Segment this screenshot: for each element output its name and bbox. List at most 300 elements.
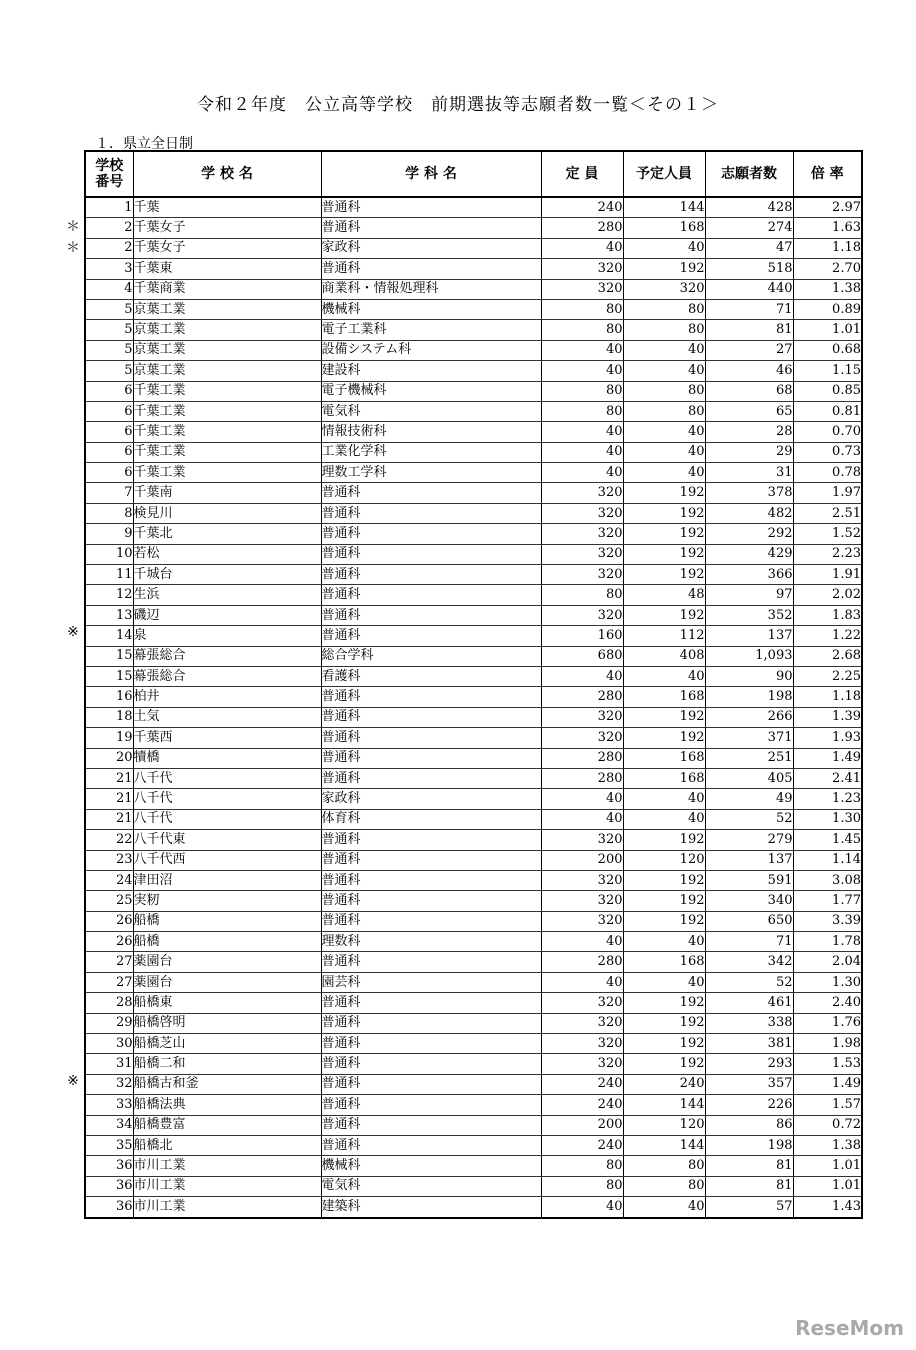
cell-applicants: 371 bbox=[705, 728, 793, 748]
table-row bbox=[85, 1197, 862, 1218]
cell-planned: 40 bbox=[623, 932, 705, 952]
cell-capacity: 40 bbox=[541, 463, 623, 483]
cell-ratio: 1.78 bbox=[793, 932, 862, 952]
cell-applicants: 518 bbox=[705, 259, 793, 279]
cell-applicants: 429 bbox=[705, 544, 793, 564]
col-header-number: 学校 番号 bbox=[85, 151, 133, 197]
cell-school: 千葉工業 bbox=[133, 381, 321, 401]
cell-applicants: 461 bbox=[705, 993, 793, 1013]
cell-department: 電子工業科 bbox=[321, 320, 541, 340]
cell-ratio: 1.01 bbox=[793, 320, 862, 340]
cell-planned: 80 bbox=[623, 1156, 705, 1176]
col-header-applicants: 志願者数 bbox=[705, 151, 793, 197]
cell-capacity: 680 bbox=[541, 646, 623, 666]
cell-department: 普通科 bbox=[321, 728, 541, 748]
cell-applicants: 366 bbox=[705, 565, 793, 585]
cell-department: 家政科 bbox=[321, 789, 541, 809]
cell-applicants: 46 bbox=[705, 361, 793, 381]
cell-school: 千葉工業 bbox=[133, 463, 321, 483]
cell-planned: 408 bbox=[623, 646, 705, 666]
cell-capacity: 320 bbox=[541, 279, 623, 299]
cell-department: 設備システム科 bbox=[321, 340, 541, 360]
cell-applicants: 71 bbox=[705, 932, 793, 952]
cell-department: 機械科 bbox=[321, 1156, 541, 1176]
cell-number: 33 bbox=[85, 1095, 133, 1115]
cell-number: 24 bbox=[85, 870, 133, 890]
cell-capacity: 280 bbox=[541, 748, 623, 768]
cell-number: 36 bbox=[85, 1197, 133, 1218]
cell-department: 商業科・情報処理科 bbox=[321, 279, 541, 299]
cell-ratio: 1.23 bbox=[793, 789, 862, 809]
cell-number: 5 bbox=[85, 361, 133, 381]
table-row bbox=[85, 401, 862, 421]
cell-planned: 80 bbox=[623, 320, 705, 340]
cell-planned: 168 bbox=[623, 768, 705, 788]
cell-applicants: 47 bbox=[705, 238, 793, 258]
cell-planned: 40 bbox=[623, 789, 705, 809]
cell-department: 普通科 bbox=[321, 259, 541, 279]
cell-applicants: 86 bbox=[705, 1115, 793, 1135]
table-row bbox=[85, 850, 862, 870]
cell-number: 4 bbox=[85, 279, 133, 299]
cell-applicants: 81 bbox=[705, 320, 793, 340]
cell-department: 普通科 bbox=[321, 993, 541, 1013]
cell-number: 23 bbox=[85, 850, 133, 870]
cell-capacity: 320 bbox=[541, 1054, 623, 1074]
cell-ratio: 1.15 bbox=[793, 361, 862, 381]
table-body bbox=[85, 197, 862, 1218]
cell-ratio: 1.49 bbox=[793, 1074, 862, 1094]
table-row bbox=[85, 565, 862, 585]
cell-capacity: 240 bbox=[541, 1135, 623, 1155]
cell-capacity: 320 bbox=[541, 259, 623, 279]
cell-department: 理数科 bbox=[321, 932, 541, 952]
cell-school: 千葉工業 bbox=[133, 442, 321, 462]
cell-ratio: 1.30 bbox=[793, 809, 862, 829]
cell-ratio: 1.38 bbox=[793, 279, 862, 299]
cell-planned: 144 bbox=[623, 1135, 705, 1155]
table-row bbox=[85, 1156, 862, 1176]
cell-capacity: 200 bbox=[541, 850, 623, 870]
cell-ratio: 1.52 bbox=[793, 524, 862, 544]
cell-number: 21 bbox=[85, 768, 133, 788]
table-row bbox=[85, 911, 862, 931]
cell-applicants: 292 bbox=[705, 524, 793, 544]
cell-school: 生浜 bbox=[133, 585, 321, 605]
cell-ratio: 1.83 bbox=[793, 605, 862, 625]
table-row bbox=[85, 1013, 862, 1033]
cell-capacity: 40 bbox=[541, 238, 623, 258]
cell-department: 普通科 bbox=[321, 911, 541, 931]
cell-planned: 168 bbox=[623, 748, 705, 768]
cell-department: 普通科 bbox=[321, 483, 541, 503]
table-row bbox=[85, 830, 862, 850]
cell-planned: 240 bbox=[623, 1074, 705, 1094]
cell-ratio: 0.85 bbox=[793, 381, 862, 401]
table-row bbox=[85, 809, 862, 829]
cell-number: 6 bbox=[85, 401, 133, 421]
cell-school: 薬園台 bbox=[133, 972, 321, 992]
cell-applicants: 97 bbox=[705, 585, 793, 605]
cell-capacity: 320 bbox=[541, 524, 623, 544]
cell-planned: 40 bbox=[623, 463, 705, 483]
cell-capacity: 320 bbox=[541, 911, 623, 931]
cell-department: 普通科 bbox=[321, 1034, 541, 1054]
cell-department: 普通科 bbox=[321, 544, 541, 564]
cell-planned: 40 bbox=[623, 1197, 705, 1218]
cell-planned: 80 bbox=[623, 381, 705, 401]
cell-capacity: 320 bbox=[541, 830, 623, 850]
cell-school: 幕張総合 bbox=[133, 666, 321, 686]
cell-planned: 192 bbox=[623, 728, 705, 748]
table-row bbox=[85, 422, 862, 442]
cell-applicants: 52 bbox=[705, 809, 793, 829]
cell-school: 千葉女子 bbox=[133, 218, 321, 238]
cell-number: 3 bbox=[85, 259, 133, 279]
cell-ratio: 1.14 bbox=[793, 850, 862, 870]
cell-number: 36 bbox=[85, 1156, 133, 1176]
section-heading: １．県立全日制 bbox=[95, 136, 193, 152]
table-row bbox=[85, 503, 862, 523]
cell-planned: 320 bbox=[623, 279, 705, 299]
cell-planned: 192 bbox=[623, 891, 705, 911]
cell-department: 普通科 bbox=[321, 626, 541, 646]
cell-capacity: 320 bbox=[541, 605, 623, 625]
cell-planned: 120 bbox=[623, 1115, 705, 1135]
table-row bbox=[85, 1095, 862, 1115]
cell-ratio: 2.23 bbox=[793, 544, 862, 564]
cell-capacity: 200 bbox=[541, 1115, 623, 1135]
cell-department: 情報技術科 bbox=[321, 422, 541, 442]
cell-capacity: 40 bbox=[541, 361, 623, 381]
table-row bbox=[85, 768, 862, 788]
cell-planned: 120 bbox=[623, 850, 705, 870]
cell-department: 普通科 bbox=[321, 768, 541, 788]
cell-capacity: 80 bbox=[541, 381, 623, 401]
cell-number: 15 bbox=[85, 646, 133, 666]
table-row bbox=[85, 259, 862, 279]
table-row bbox=[85, 463, 862, 483]
cell-department: 建築科 bbox=[321, 1197, 541, 1218]
cell-planned: 40 bbox=[623, 666, 705, 686]
cell-planned: 192 bbox=[623, 830, 705, 850]
cell-capacity: 320 bbox=[541, 565, 623, 585]
cell-school: 船橋芝山 bbox=[133, 1034, 321, 1054]
cell-applicants: 482 bbox=[705, 503, 793, 523]
cell-applicants: 28 bbox=[705, 422, 793, 442]
cell-capacity: 40 bbox=[541, 666, 623, 686]
cell-applicants: 31 bbox=[705, 463, 793, 483]
cell-applicants: 57 bbox=[705, 1197, 793, 1218]
cell-department: 電気科 bbox=[321, 1176, 541, 1196]
cell-ratio: 2.25 bbox=[793, 666, 862, 686]
cell-department: 普通科 bbox=[321, 197, 541, 218]
cell-school: 千葉工業 bbox=[133, 401, 321, 421]
cell-ratio: 3.08 bbox=[793, 870, 862, 890]
cell-ratio: 0.73 bbox=[793, 442, 862, 462]
cell-capacity: 280 bbox=[541, 768, 623, 788]
cell-capacity: 80 bbox=[541, 585, 623, 605]
cell-applicants: 81 bbox=[705, 1156, 793, 1176]
cell-department: 普通科 bbox=[321, 850, 541, 870]
table-row bbox=[85, 1034, 862, 1054]
table-row bbox=[85, 279, 862, 299]
cell-applicants: 381 bbox=[705, 1034, 793, 1054]
cell-department: 園芸科 bbox=[321, 972, 541, 992]
cell-school: 市川工業 bbox=[133, 1197, 321, 1218]
col-header-capacity: 定 員 bbox=[541, 151, 623, 197]
cell-planned: 168 bbox=[623, 218, 705, 238]
cell-applicants: 137 bbox=[705, 850, 793, 870]
row-mark: ※ bbox=[67, 1073, 79, 1090]
cell-department: 普通科 bbox=[321, 707, 541, 727]
cell-department: 電気科 bbox=[321, 401, 541, 421]
table-row bbox=[85, 707, 862, 727]
cell-capacity: 320 bbox=[541, 891, 623, 911]
cell-department: 総合学科 bbox=[321, 646, 541, 666]
cell-number: 21 bbox=[85, 809, 133, 829]
cell-department: 普通科 bbox=[321, 1095, 541, 1115]
cell-department: 普通科 bbox=[321, 687, 541, 707]
cell-capacity: 280 bbox=[541, 218, 623, 238]
cell-number: 28 bbox=[85, 993, 133, 1013]
cell-capacity: 40 bbox=[541, 1197, 623, 1218]
cell-capacity: 320 bbox=[541, 503, 623, 523]
cell-planned: 40 bbox=[623, 361, 705, 381]
table-row bbox=[85, 544, 862, 564]
cell-number: 18 bbox=[85, 707, 133, 727]
cell-number: 6 bbox=[85, 463, 133, 483]
cell-number: 30 bbox=[85, 1034, 133, 1054]
row-mark: ※ bbox=[67, 624, 79, 641]
cell-school: 磯辺 bbox=[133, 605, 321, 625]
cell-school: 市川工業 bbox=[133, 1176, 321, 1196]
cell-school: 京葉工業 bbox=[133, 361, 321, 381]
cell-planned: 192 bbox=[623, 1013, 705, 1033]
cell-number: 1 bbox=[85, 197, 133, 218]
cell-number: 26 bbox=[85, 911, 133, 931]
cell-capacity: 80 bbox=[541, 1176, 623, 1196]
cell-capacity: 40 bbox=[541, 972, 623, 992]
cell-applicants: 29 bbox=[705, 442, 793, 462]
cell-number: 7 bbox=[85, 483, 133, 503]
col-header-department: 学 科 名 bbox=[321, 151, 541, 197]
cell-applicants: 266 bbox=[705, 707, 793, 727]
cell-planned: 192 bbox=[623, 1034, 705, 1054]
table-row bbox=[85, 687, 862, 707]
cell-planned: 40 bbox=[623, 442, 705, 462]
cell-capacity: 40 bbox=[541, 422, 623, 442]
cell-planned: 40 bbox=[623, 422, 705, 442]
table-row bbox=[85, 932, 862, 952]
cell-school: 千城台 bbox=[133, 565, 321, 585]
cell-applicants: 226 bbox=[705, 1095, 793, 1115]
cell-planned: 192 bbox=[623, 524, 705, 544]
cell-capacity: 320 bbox=[541, 1034, 623, 1054]
cell-department: 普通科 bbox=[321, 503, 541, 523]
cell-ratio: 1.91 bbox=[793, 565, 862, 585]
cell-number: 8 bbox=[85, 503, 133, 523]
cell-department: 普通科 bbox=[321, 952, 541, 972]
cell-school: 千葉北 bbox=[133, 524, 321, 544]
cell-applicants: 198 bbox=[705, 1135, 793, 1155]
cell-planned: 80 bbox=[623, 299, 705, 319]
cell-school: 京葉工業 bbox=[133, 320, 321, 340]
cell-ratio: 1.53 bbox=[793, 1054, 862, 1074]
cell-applicants: 352 bbox=[705, 605, 793, 625]
cell-school: 船橋法典 bbox=[133, 1095, 321, 1115]
cell-number: 10 bbox=[85, 544, 133, 564]
cell-school: 泉 bbox=[133, 626, 321, 646]
cell-number: 26 bbox=[85, 932, 133, 952]
cell-ratio: 1.01 bbox=[793, 1176, 862, 1196]
table-row bbox=[85, 646, 862, 666]
cell-planned: 192 bbox=[623, 565, 705, 585]
cell-planned: 144 bbox=[623, 1095, 705, 1115]
cell-school: 千葉商業 bbox=[133, 279, 321, 299]
table-row bbox=[85, 748, 862, 768]
cell-planned: 80 bbox=[623, 401, 705, 421]
cell-ratio: 0.70 bbox=[793, 422, 862, 442]
cell-school: 船橋啓明 bbox=[133, 1013, 321, 1033]
cell-school: 実籾 bbox=[133, 891, 321, 911]
cell-ratio: 1.63 bbox=[793, 218, 862, 238]
cell-capacity: 240 bbox=[541, 1095, 623, 1115]
cell-applicants: 591 bbox=[705, 870, 793, 890]
cell-number: 19 bbox=[85, 728, 133, 748]
table-row bbox=[85, 320, 862, 340]
table-row bbox=[85, 483, 862, 503]
cell-department: 普通科 bbox=[321, 218, 541, 238]
table-header-row bbox=[85, 151, 862, 197]
cell-ratio: 0.68 bbox=[793, 340, 862, 360]
cell-number: 36 bbox=[85, 1176, 133, 1196]
cell-school: 八千代 bbox=[133, 789, 321, 809]
cell-department: 普通科 bbox=[321, 891, 541, 911]
cell-ratio: 2.02 bbox=[793, 585, 862, 605]
cell-number: 5 bbox=[85, 340, 133, 360]
cell-capacity: 320 bbox=[541, 870, 623, 890]
cell-ratio: 0.81 bbox=[793, 401, 862, 421]
cell-ratio: 2.40 bbox=[793, 993, 862, 1013]
cell-department: 普通科 bbox=[321, 524, 541, 544]
cell-capacity: 80 bbox=[541, 320, 623, 340]
cell-school: 八千代東 bbox=[133, 830, 321, 850]
cell-school: 幕張総合 bbox=[133, 646, 321, 666]
cell-number: 27 bbox=[85, 972, 133, 992]
cell-capacity: 40 bbox=[541, 809, 623, 829]
row-mark: ＊ bbox=[66, 239, 80, 256]
cell-ratio: 1.39 bbox=[793, 707, 862, 727]
cell-ratio: 1.18 bbox=[793, 238, 862, 258]
cell-planned: 192 bbox=[623, 870, 705, 890]
cell-school: 柏井 bbox=[133, 687, 321, 707]
cell-ratio: 0.78 bbox=[793, 463, 862, 483]
cell-ratio: 1.77 bbox=[793, 891, 862, 911]
cell-capacity: 80 bbox=[541, 1156, 623, 1176]
cell-ratio: 1.43 bbox=[793, 1197, 862, 1218]
table-row bbox=[85, 1176, 862, 1196]
cell-applicants: 440 bbox=[705, 279, 793, 299]
cell-school: 市川工業 bbox=[133, 1156, 321, 1176]
cell-department: 機械科 bbox=[321, 299, 541, 319]
cell-applicants: 378 bbox=[705, 483, 793, 503]
cell-applicants: 71 bbox=[705, 299, 793, 319]
table-row bbox=[85, 442, 862, 462]
cell-planned: 40 bbox=[623, 340, 705, 360]
cell-planned: 40 bbox=[623, 238, 705, 258]
cell-school: 八千代 bbox=[133, 809, 321, 829]
cell-capacity: 80 bbox=[541, 299, 623, 319]
cell-department: 普通科 bbox=[321, 830, 541, 850]
cell-applicants: 52 bbox=[705, 972, 793, 992]
table-row bbox=[85, 299, 862, 319]
cell-department: 普通科 bbox=[321, 748, 541, 768]
cell-planned: 192 bbox=[623, 911, 705, 931]
cell-capacity: 80 bbox=[541, 401, 623, 421]
cell-applicants: 90 bbox=[705, 666, 793, 686]
table-row bbox=[85, 605, 862, 625]
cell-number: 6 bbox=[85, 381, 133, 401]
cell-department: 家政科 bbox=[321, 238, 541, 258]
cell-ratio: 3.39 bbox=[793, 911, 862, 931]
cell-number: 22 bbox=[85, 830, 133, 850]
cell-ratio: 1.01 bbox=[793, 1156, 862, 1176]
cell-applicants: 65 bbox=[705, 401, 793, 421]
cell-ratio: 1.57 bbox=[793, 1095, 862, 1115]
cell-applicants: 251 bbox=[705, 748, 793, 768]
cell-planned: 192 bbox=[623, 707, 705, 727]
cell-department: 普通科 bbox=[321, 1115, 541, 1135]
cell-capacity: 280 bbox=[541, 687, 623, 707]
cell-planned: 40 bbox=[623, 809, 705, 829]
cell-capacity: 280 bbox=[541, 952, 623, 972]
cell-number: 32 bbox=[85, 1074, 133, 1094]
table-row bbox=[85, 238, 862, 258]
cell-number: 20 bbox=[85, 748, 133, 768]
cell-number: 27 bbox=[85, 952, 133, 972]
row-mark: ＊ bbox=[66, 219, 80, 236]
table-row bbox=[85, 789, 862, 809]
cell-school: 若松 bbox=[133, 544, 321, 564]
cell-school: 船橋豊富 bbox=[133, 1115, 321, 1135]
cell-ratio: 2.70 bbox=[793, 259, 862, 279]
cell-number: 14 bbox=[85, 626, 133, 646]
cell-capacity: 320 bbox=[541, 993, 623, 1013]
cell-capacity: 40 bbox=[541, 340, 623, 360]
table-row bbox=[85, 1074, 862, 1094]
cell-ratio: 2.04 bbox=[793, 952, 862, 972]
cell-number: 2 bbox=[85, 238, 133, 258]
cell-school: 犢橋 bbox=[133, 748, 321, 768]
cell-planned: 80 bbox=[623, 1176, 705, 1196]
cell-department: 普通科 bbox=[321, 1074, 541, 1094]
cell-planned: 192 bbox=[623, 483, 705, 503]
cell-number: 13 bbox=[85, 605, 133, 625]
cell-applicants: 428 bbox=[705, 197, 793, 218]
table-row bbox=[85, 197, 862, 218]
cell-department: 普通科 bbox=[321, 1054, 541, 1074]
cell-planned: 192 bbox=[623, 544, 705, 564]
cell-ratio: 1.22 bbox=[793, 626, 862, 646]
cell-school: 千葉 bbox=[133, 197, 321, 218]
table-row bbox=[85, 891, 862, 911]
cell-ratio: 1.30 bbox=[793, 972, 862, 992]
table-row bbox=[85, 361, 862, 381]
cell-school: 八千代西 bbox=[133, 850, 321, 870]
table-row bbox=[85, 381, 862, 401]
cell-department: 建設科 bbox=[321, 361, 541, 381]
